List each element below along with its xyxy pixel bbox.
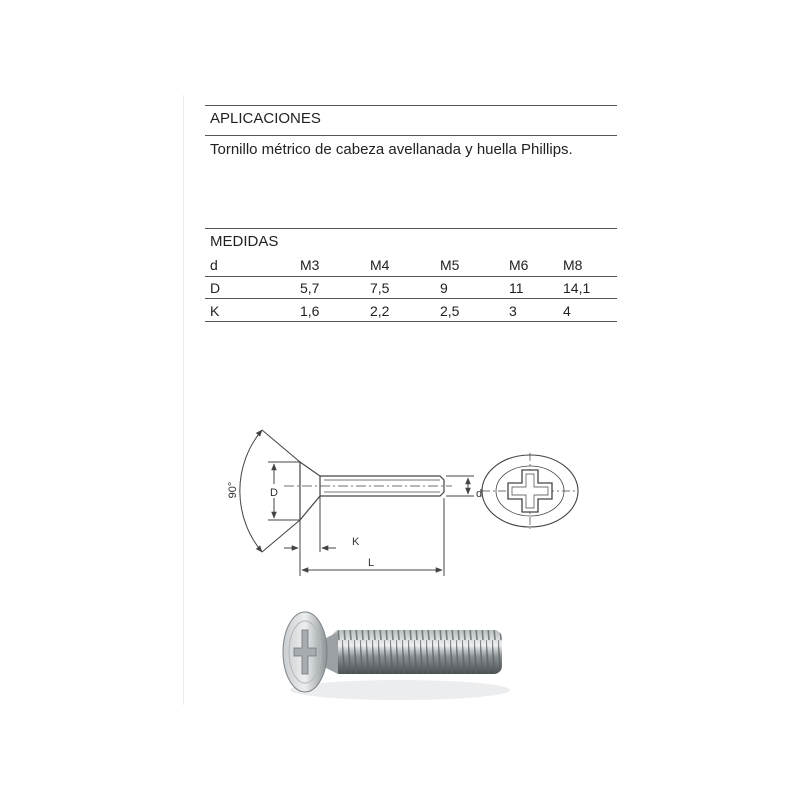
table-cell: 3 — [509, 303, 517, 319]
screw-side-view — [284, 462, 452, 520]
table-cell: M6 — [509, 257, 529, 273]
table-cell: 4 — [563, 303, 571, 319]
table-cell: 9 — [440, 280, 448, 296]
table-cell: 2,2 — [370, 303, 390, 319]
table-row-label-K: K — [210, 303, 220, 319]
head-diameter-label: D — [270, 487, 278, 499]
table-row-label-d: d — [210, 257, 218, 273]
table-cell: 14,1 — [563, 280, 591, 296]
table-row-label-D: D — [210, 280, 221, 296]
angle-label: 90° — [227, 481, 239, 499]
table-cell: M3 — [300, 257, 320, 273]
table-cell: 5,7 — [300, 280, 320, 296]
table-cell: 1,6 — [300, 303, 320, 319]
length-label: L — [368, 557, 375, 569]
applications-description: Tornillo métrico de cabeza avellanada y huella Phillips. — [210, 141, 573, 158]
table-cell: M8 — [563, 257, 583, 273]
applications-heading: APLICACIONES — [210, 110, 321, 127]
shank-diameter-label: d — [476, 488, 483, 500]
table-cell: M5 — [440, 257, 460, 273]
screw-top-view — [482, 453, 578, 529]
table-cell: M4 — [370, 257, 390, 273]
table-cell: 7,5 — [370, 280, 390, 296]
measurements-heading: MEDIDAS — [210, 233, 279, 250]
head-height-label: K — [352, 536, 360, 548]
screw-photo — [283, 612, 510, 700]
table-cell: 2,5 — [440, 303, 460, 319]
table-cell: 11 — [509, 280, 524, 296]
